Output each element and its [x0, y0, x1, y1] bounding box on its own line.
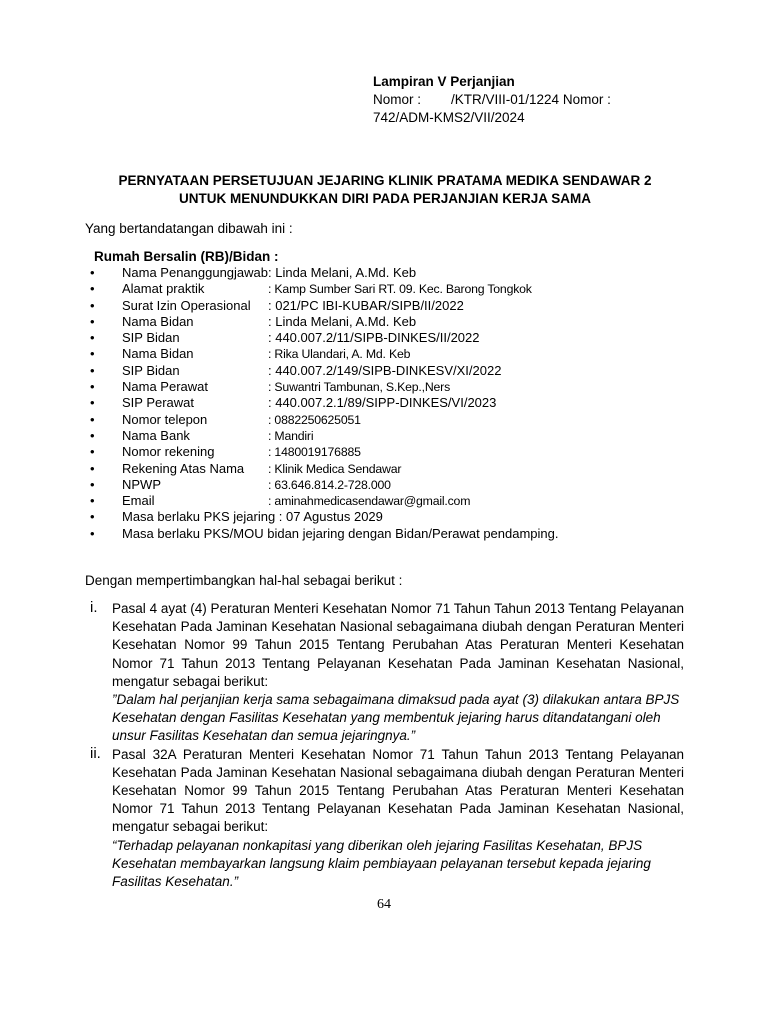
field-label: Masa berlaku PKS/MOU bidan jejaring dengan Bidan/Perawat pendamping. [122, 525, 559, 541]
list-item [90, 477, 710, 493]
point-item [90, 746, 684, 892]
field-label: Nomor telepon [122, 411, 208, 427]
point-item [90, 600, 684, 746]
list-item [90, 395, 710, 411]
attachment-title: Lampiran V Perjanjian [373, 74, 515, 89]
field-value: : 440.007.2/11/SIPB-DINKES/II/2022 [268, 330, 480, 346]
field-label: Nama Perawat [122, 379, 208, 395]
field-label: Rekening Atas Nama [122, 460, 245, 476]
field-label: SIP Bidan [122, 330, 180, 346]
list-item [90, 493, 710, 509]
field-label: Masa berlaku PKS jejaring : 07 Agustus 2029 [122, 509, 383, 525]
document-heading [90, 172, 680, 208]
field-value: : 63.646.814.2-728.000 [268, 477, 391, 492]
bullet-icon: • [90, 525, 95, 541]
bullet-icon: • [90, 460, 95, 476]
field-label: Nama Bidan [122, 346, 194, 362]
field-value: : 440.007.2/149/SIPB-DINKESV/XI/2022 [268, 362, 502, 378]
field-label: Nama Bidan [122, 313, 194, 329]
list-item [90, 363, 710, 379]
field-value: : 1480019176885 [268, 445, 361, 460]
field-label: Email [122, 493, 155, 509]
points-list [90, 600, 684, 891]
point-numeral: ii. [90, 744, 101, 762]
field-value: : 440.007.2.1/89/SIPP-DINKES/VI/2023 [268, 395, 497, 411]
list-item [90, 428, 710, 444]
field-value: : 021/PC IBI-KUBAR/SIPB/II/2022 [268, 297, 464, 313]
field-value: : Klinik Medica Sendawar [268, 461, 402, 476]
bullet-icon: • [90, 395, 95, 411]
list-item [90, 346, 710, 362]
bullet-icon: • [90, 509, 95, 525]
bullet-icon: • [90, 313, 95, 329]
list-item [90, 379, 710, 395]
field-label: Surat Izin Operasional [122, 297, 251, 313]
list-item [90, 412, 710, 428]
list-item [90, 509, 710, 525]
field-label: NPWP [122, 476, 161, 492]
intro-text: Yang bertandatangan dibawah ini : [85, 221, 293, 236]
bullet-icon: • [90, 346, 95, 362]
bullet-icon: • [90, 330, 95, 346]
list-item [90, 314, 710, 330]
field-value: : Kamp Sumber Sari RT. 09. Kec. Barong Tongkok [268, 282, 532, 297]
heading-line-2: UNTUK MENUNDUKKAN DIRI PADA PERJANJIAN KERJA SAMA [178, 191, 592, 206]
field-value: : Suwantri Tambunan, S.Kep.,Ners [268, 380, 451, 395]
bullet-icon: • [90, 444, 95, 460]
bullet-icon: • [90, 265, 95, 280]
considering-text: Dengan mempertimbangkan hal-hal sebagai berikut : [85, 573, 403, 588]
point-text: Pasal 32A Peraturan Menteri Kesehatan Nomor 71 Tahun Tahun 2013 Tentang Pelayanan Kesehatan Pada Jaminan Kesehatan Nasional sebagaimana diubah dengan Peraturan Menteri Kesehatan Nomor 99 Tahun 2015 Tentang Perubahan Atas Peraturan Menteri Kesehatan Nomor 71 Tahun 2013 Tentang Pelayanan Kesehatan Pada Jaminan Kesehatan Nasional, mengatur sebagai berikut: [112, 746, 684, 835]
field-label: Alamat praktik [122, 281, 205, 297]
list-item [90, 330, 710, 346]
bullet-icon: • [90, 411, 95, 427]
list-item [90, 265, 710, 281]
field-label: Nama Penanggungjawab: Linda Melani, A.Md. Keb [122, 265, 417, 280]
bullet-icon: • [90, 427, 95, 443]
field-label: Nama Bank [122, 427, 190, 443]
point-quote: ”Dalam hal perjanjian kerja sama sebagaimana dimaksud pada ayat (3) dilakukan antara BPJS Kesehatan dengan Fasilitas Kesehatan yang membentuk jejaring harus ditandatangani oleh unsur Fasilitas Kesehatan dan semua jejaringnya.” [112, 692, 680, 744]
section-title: Rumah Bersalin (RB)/Bidan : [94, 249, 279, 264]
point-text: Pasal 4 ayat (4) Peraturan Menteri Kesehatan Nomor 71 Tahun Tahun 2013 Tentang Pelayanan Kesehatan Pada Jaminan Kesehatan Nasional sebagaimana diubah dengan Peraturan Menteri Kesehatan Nomor 99 Tahun 2015 Tentang Perubahan Atas Peraturan Menteri Kesehatan Nomor 71 Tahun 2013 Tentang Pelayanan Kesehatan Pada Jaminan Kesehatan Nasional, mengatur sebagai berikut: [112, 601, 684, 689]
field-value: : Mandiri [268, 428, 314, 443]
field-label: Nomor rekening [122, 444, 215, 460]
field-list [90, 265, 710, 542]
field-value: : aminahmedicasendawar@gmail.com [268, 494, 471, 509]
bullet-icon: • [90, 493, 95, 509]
bullet-icon: • [90, 476, 95, 492]
field-value: : Rika Ulandari, A. Md. Keb [268, 347, 411, 362]
field-value: : Linda Melani, A.Md. Keb [268, 313, 417, 329]
bullet-icon: • [90, 297, 95, 313]
list-item [90, 298, 710, 314]
point-numeral: i. [90, 599, 98, 616]
list-item [90, 526, 710, 542]
list-item [90, 281, 710, 297]
field-label: SIP Perawat [122, 395, 195, 411]
bullet-icon: • [90, 379, 95, 395]
attachment-number: Nomor : /KTR/VIII-01/1224 Nomor : 742/ADM-KMS2/VII/2024 [373, 92, 611, 125]
field-label: SIP Bidan [122, 362, 180, 378]
attachment-block [373, 73, 673, 127]
list-item [90, 461, 710, 477]
bullet-icon: • [90, 281, 95, 297]
page-number: 64 [377, 897, 391, 912]
list-item [90, 444, 710, 460]
bullet-icon: • [90, 362, 95, 378]
point-quote: “Terhadap pelayanan nonkapitasi yang diberikan oleh jejaring Fasilitas Kesehatan, BPJS Kesehatan membayarkan langsung klaim pembiayaan pelayanan tersebut kepada jejaring Fasilitas Kesehatan.” [112, 837, 651, 890]
heading-line-1: PERNYATAAN PERSETUJUAN JEJARING KLINIK PRATAMA MEDIKA SENDAWAR 2 [118, 173, 652, 188]
field-value: : 0882250625051 [268, 412, 361, 427]
